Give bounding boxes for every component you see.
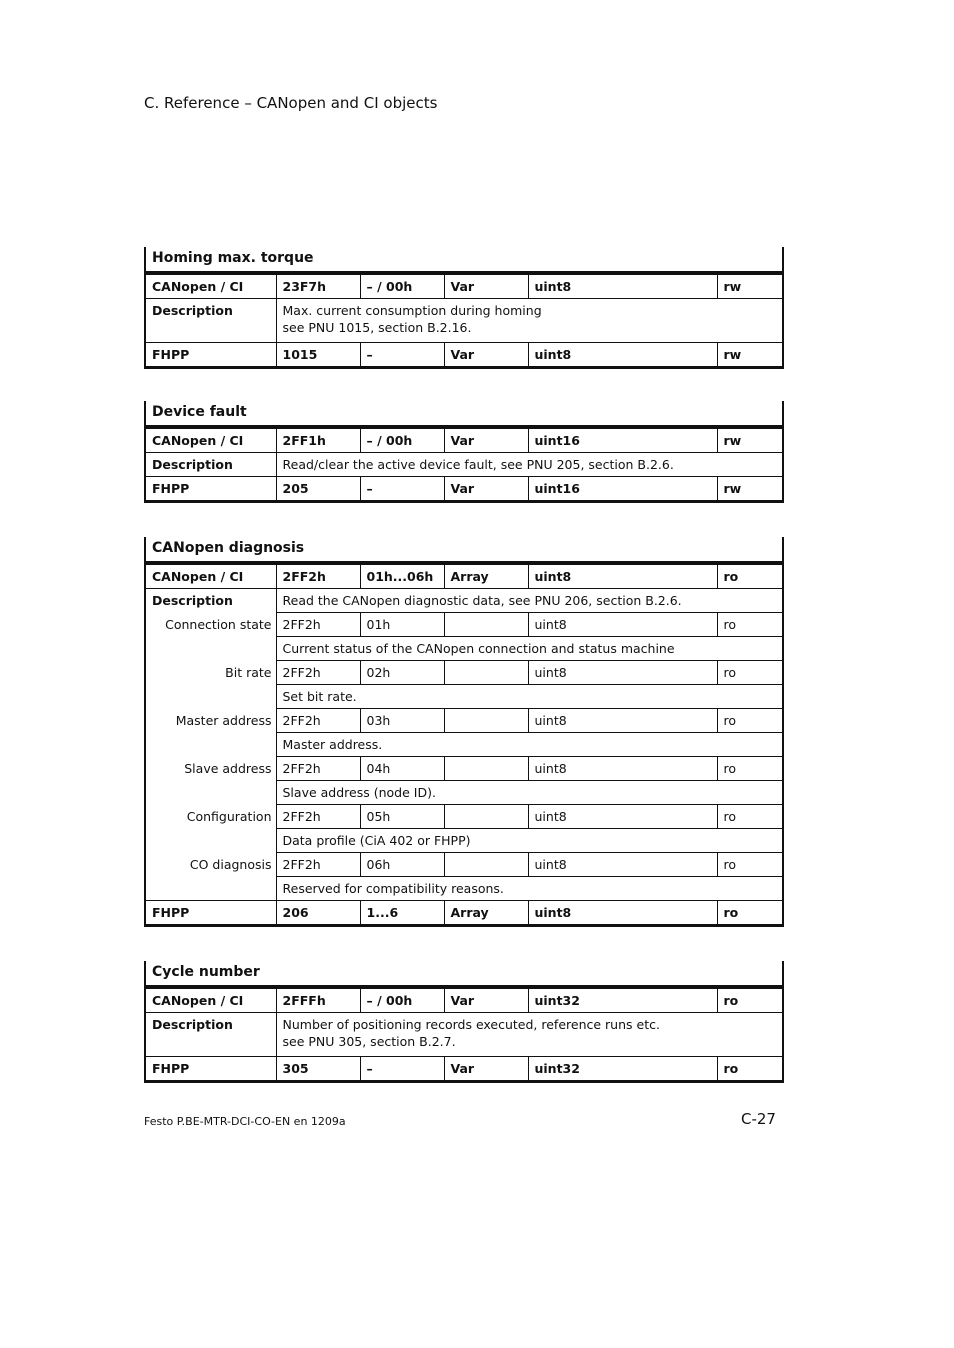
index-cell: 2FF2h bbox=[276, 853, 360, 877]
canopen-diagnosis-table bbox=[144, 537, 784, 927]
type-cell: uint8 bbox=[528, 565, 717, 589]
index-cell: 2FF2h bbox=[276, 757, 360, 781]
subindex-cell: – / 00h bbox=[360, 429, 444, 453]
pnu-cell: 1015 bbox=[276, 343, 360, 367]
access-cell: ro bbox=[717, 757, 782, 781]
index-cell: 2FF2h bbox=[276, 661, 360, 685]
description-line: Max. current consumption during homing bbox=[282, 303, 542, 318]
subindex-note: Master address. bbox=[276, 733, 782, 757]
index-cell: 2FFFh bbox=[276, 989, 360, 1013]
access-cell: rw bbox=[717, 477, 782, 501]
subindex-note: Data profile (CiA 402 or FHPP) bbox=[276, 829, 782, 853]
subindex-row bbox=[146, 661, 782, 685]
access-cell: rw bbox=[717, 429, 782, 453]
subindex-cell: – bbox=[360, 477, 444, 501]
subindex-label: Master address bbox=[146, 709, 276, 733]
access-cell: ro bbox=[717, 989, 782, 1013]
subindex-row bbox=[146, 805, 782, 829]
table-title: CANopen diagnosis bbox=[146, 537, 782, 564]
description-line: see PNU 305, section B.2.7. bbox=[282, 1034, 456, 1049]
row-label: FHPP bbox=[146, 477, 276, 501]
subindex-cell: – / 00h bbox=[360, 989, 444, 1013]
subindex-cell: 02h bbox=[360, 661, 444, 685]
homing-max-torque-table bbox=[144, 247, 784, 369]
kind-cell: Array bbox=[444, 565, 528, 589]
fhpp-row bbox=[146, 1057, 782, 1081]
page-header: C. Reference – CANopen and CI objects bbox=[144, 94, 438, 112]
subindex-note-row bbox=[146, 781, 782, 805]
fhpp-row bbox=[146, 343, 782, 367]
kind-cell: Var bbox=[444, 477, 528, 501]
access-cell: ro bbox=[717, 853, 782, 877]
description-cell: Read the CANopen diagnostic data, see PNU 206, section B.2.6. bbox=[276, 589, 782, 613]
type-cell: uint8 bbox=[528, 275, 717, 299]
subindex-cell: 04h bbox=[360, 757, 444, 781]
subindex-note: Set bit rate. bbox=[276, 685, 782, 709]
subindex-cell: 1...6 bbox=[360, 901, 444, 925]
subindex-cell: – bbox=[360, 1057, 444, 1081]
type-cell: uint16 bbox=[528, 477, 717, 501]
fhpp-row bbox=[146, 901, 782, 925]
kind-cell: Var bbox=[444, 1057, 528, 1081]
row-label: FHPP bbox=[146, 901, 276, 925]
access-cell: ro bbox=[717, 805, 782, 829]
type-cell: uint32 bbox=[528, 1057, 717, 1081]
row-label: Description bbox=[146, 299, 276, 343]
canopen-row bbox=[146, 989, 782, 1013]
subindex-cell: 01h...06h bbox=[360, 565, 444, 589]
kind-cell bbox=[444, 853, 528, 877]
subindex-cell: 01h bbox=[360, 613, 444, 637]
kind-cell bbox=[444, 709, 528, 733]
type-cell: uint8 bbox=[528, 613, 717, 637]
subindex-row bbox=[146, 709, 782, 733]
row-label: CANopen / CI bbox=[146, 429, 276, 453]
table-title: Device fault bbox=[146, 401, 782, 428]
subindex-label: Bit rate bbox=[146, 661, 276, 685]
index-cell: 2FF1h bbox=[276, 429, 360, 453]
subindex-note-row bbox=[146, 685, 782, 709]
canopen-row bbox=[146, 275, 782, 299]
description-cell bbox=[276, 1013, 782, 1057]
type-cell: uint8 bbox=[528, 901, 717, 925]
kind-cell: Var bbox=[444, 989, 528, 1013]
subindex-row bbox=[146, 757, 782, 781]
kind-cell: Array bbox=[444, 901, 528, 925]
type-cell: uint8 bbox=[528, 853, 717, 877]
index-cell: 2FF2h bbox=[276, 805, 360, 829]
subindex-note: Current status of the CANopen connection and status machine bbox=[276, 637, 782, 661]
subindex-cell: – / 00h bbox=[360, 275, 444, 299]
row-label: Description bbox=[146, 453, 276, 477]
type-cell: uint32 bbox=[528, 989, 717, 1013]
pnu-cell: 206 bbox=[276, 901, 360, 925]
description-cell: Read/clear the active device fault, see PNU 205, section B.2.6. bbox=[276, 453, 782, 477]
type-cell: uint8 bbox=[528, 805, 717, 829]
index-cell: 2FF2h bbox=[276, 613, 360, 637]
access-cell: ro bbox=[717, 565, 782, 589]
subindex-note-row bbox=[146, 733, 782, 757]
description-row bbox=[146, 453, 782, 477]
type-cell: uint8 bbox=[528, 757, 717, 781]
row-label: Description bbox=[146, 1013, 276, 1057]
type-cell: uint16 bbox=[528, 429, 717, 453]
description-row bbox=[146, 299, 782, 343]
type-cell: uint8 bbox=[528, 709, 717, 733]
device-fault-table bbox=[144, 401, 784, 503]
index-cell: 2FF2h bbox=[276, 709, 360, 733]
kind-cell bbox=[444, 757, 528, 781]
subindex-label: CO diagnosis bbox=[146, 853, 276, 877]
table-title: Cycle number bbox=[146, 961, 782, 988]
index-cell: 2FF2h bbox=[276, 565, 360, 589]
subindex-label: Slave address bbox=[146, 757, 276, 781]
subindex-cell: 03h bbox=[360, 709, 444, 733]
canopen-row bbox=[146, 429, 782, 453]
access-cell: ro bbox=[717, 1057, 782, 1081]
fhpp-row bbox=[146, 477, 782, 501]
description-line: Number of positioning records executed, reference runs etc. bbox=[282, 1017, 660, 1032]
pnu-cell: 305 bbox=[276, 1057, 360, 1081]
table-title: Homing max. torque bbox=[146, 247, 782, 274]
kind-cell bbox=[444, 661, 528, 685]
canopen-row bbox=[146, 565, 782, 589]
subindex-cell: 05h bbox=[360, 805, 444, 829]
row-label: CANopen / CI bbox=[146, 275, 276, 299]
subindex-cell: 06h bbox=[360, 853, 444, 877]
type-cell: uint8 bbox=[528, 661, 717, 685]
kind-cell: Var bbox=[444, 343, 528, 367]
row-label: CANopen / CI bbox=[146, 565, 276, 589]
description-row bbox=[146, 589, 782, 613]
subindex-note-row bbox=[146, 637, 782, 661]
kind-cell: Var bbox=[444, 429, 528, 453]
access-cell: ro bbox=[717, 709, 782, 733]
description-cell bbox=[276, 299, 782, 343]
subindex-cell: – bbox=[360, 343, 444, 367]
subindex-note: Slave address (node ID). bbox=[276, 781, 782, 805]
pnu-cell: 205 bbox=[276, 477, 360, 501]
row-label: Description bbox=[146, 589, 276, 613]
subindex-row bbox=[146, 853, 782, 877]
subindex-label: Configuration bbox=[146, 805, 276, 829]
access-cell: ro bbox=[717, 661, 782, 685]
page-number: C-27 bbox=[741, 1110, 776, 1128]
description-line: see PNU 1015, section B.2.16. bbox=[282, 320, 472, 335]
subindex-note-row bbox=[146, 877, 782, 901]
subindex-note-row bbox=[146, 829, 782, 853]
type-cell: uint8 bbox=[528, 343, 717, 367]
access-cell: rw bbox=[717, 275, 782, 299]
description-row bbox=[146, 1013, 782, 1057]
footer-document-id: Festo P.BE-MTR-DCI-CO-EN en 1209a bbox=[144, 1115, 346, 1128]
subindex-note: Reserved for compatibility reasons. bbox=[276, 877, 782, 901]
access-cell: ro bbox=[717, 901, 782, 925]
row-label: CANopen / CI bbox=[146, 989, 276, 1013]
subindex-row bbox=[146, 613, 782, 637]
kind-cell: Var bbox=[444, 275, 528, 299]
kind-cell bbox=[444, 613, 528, 637]
index-cell: 23F7h bbox=[276, 275, 360, 299]
cycle-number-table bbox=[144, 961, 784, 1083]
access-cell: ro bbox=[717, 613, 782, 637]
row-label: FHPP bbox=[146, 343, 276, 367]
access-cell: rw bbox=[717, 343, 782, 367]
row-label: FHPP bbox=[146, 1057, 276, 1081]
kind-cell bbox=[444, 805, 528, 829]
subindex-label: Connection state bbox=[146, 613, 276, 637]
